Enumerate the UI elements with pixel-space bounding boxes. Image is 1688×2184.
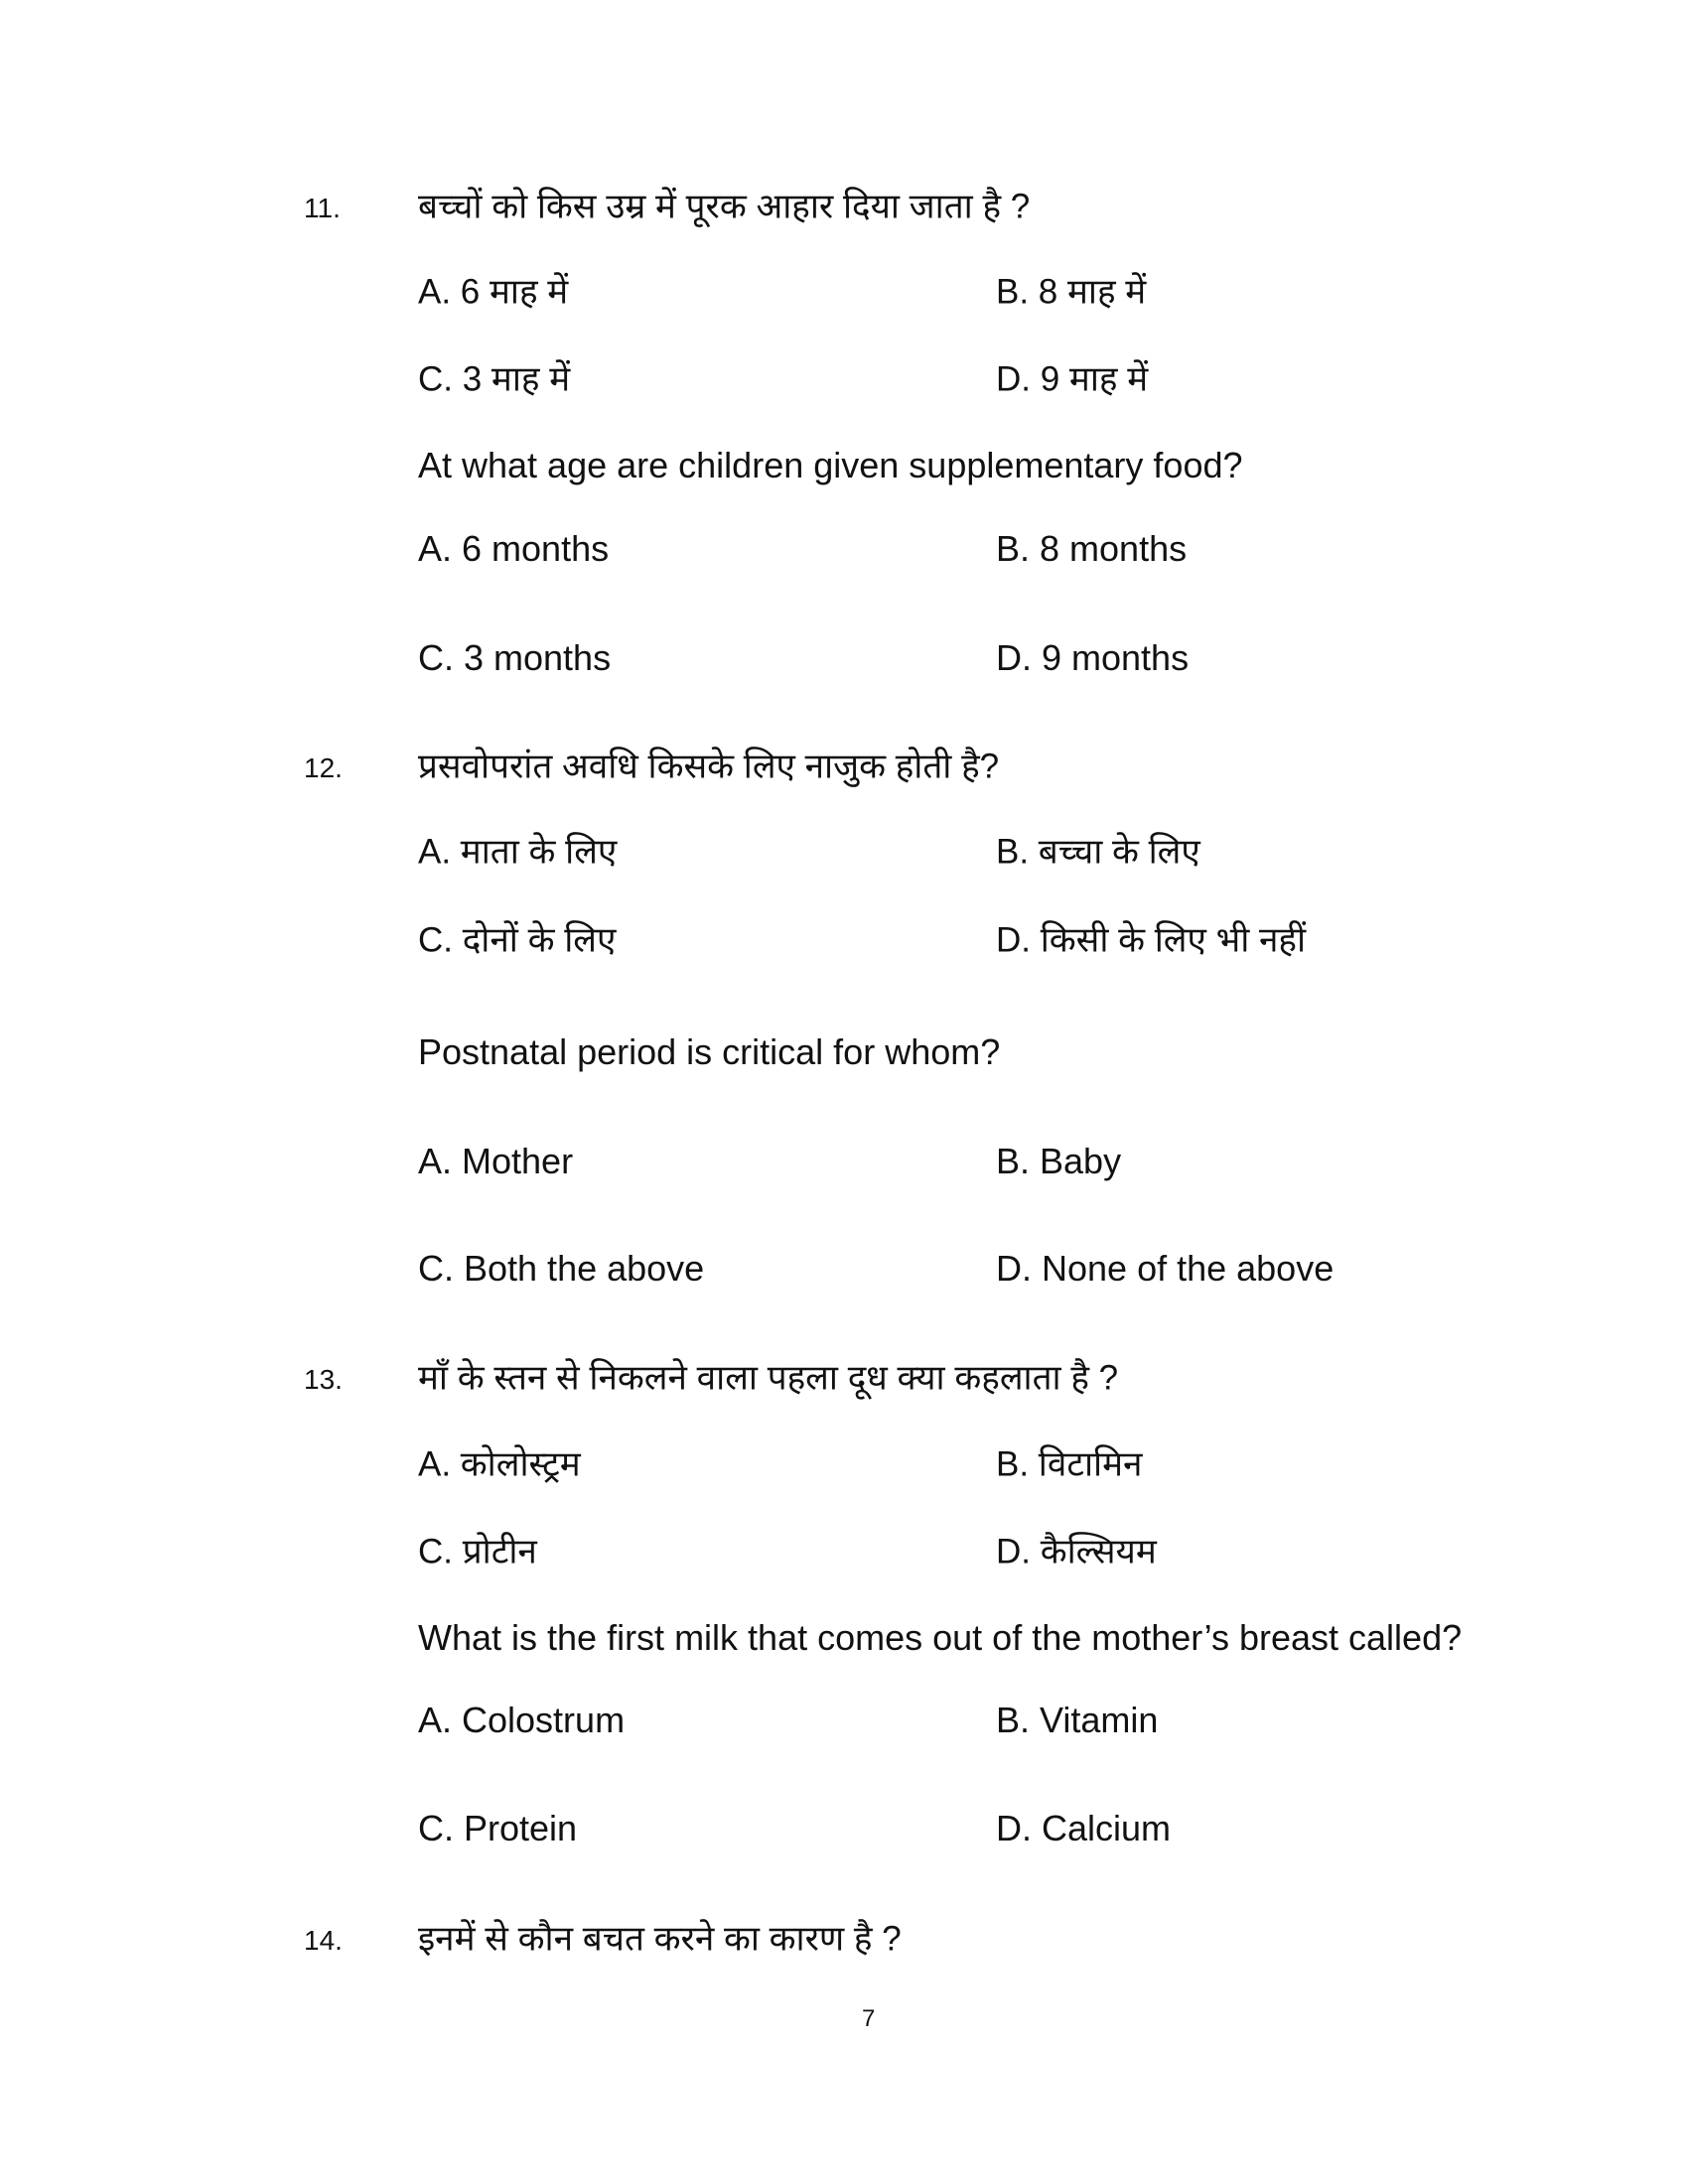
option-a-english: A. 6 months (418, 528, 610, 569)
question-number: 12. (304, 752, 343, 783)
option-d-hindi: D. कैल्सियम (996, 1532, 1157, 1571)
option-b-hindi: B. 8 माह में (996, 272, 1147, 312)
option-c-english: C. Both the above (418, 1248, 705, 1289)
option-d-hindi: D. 9 माह में (996, 359, 1149, 399)
question-text-hindi: बच्चों को किस उम्र में पूरक आहार दिया जाता है ? (418, 187, 1031, 226)
option-d-hindi: D. किसी के लिए भी नहीं (996, 920, 1307, 960)
option-b-english: B. Vitamin (996, 1700, 1159, 1740)
question-number: 14. (304, 1925, 343, 1956)
question-text-hindi: इनमें से कौन बचत करने का कारण है ? (418, 1919, 902, 1959)
option-a-hindi: A. कोलोस्ट्रम (418, 1444, 581, 1484)
option-b-hindi: B. बच्चा के लिए (996, 832, 1200, 872)
option-c-hindi: C. दोनों के लिए (418, 920, 617, 960)
question-number: 11. (304, 193, 341, 223)
option-a-english: A. Mother (418, 1141, 574, 1181)
option-a-english: A. Colostrum (418, 1700, 626, 1740)
question-text-english: Postnatal period is critical for whom? (418, 1031, 1001, 1072)
option-a-hindi: A. 6 माह में (418, 272, 569, 312)
question-text-english: At what age are children given supplementary food? (418, 445, 1243, 485)
option-a-hindi: A. माता के लिए (418, 832, 618, 872)
option-c-hindi: C. प्रोटीन (418, 1532, 537, 1571)
question-number: 13. (304, 1364, 343, 1395)
page-number: 7 (862, 2005, 876, 2032)
option-d-english: D. 9 months (996, 637, 1190, 678)
option-b-hindi: B. विटामिन (996, 1444, 1143, 1484)
option-c-english: C. 3 months (418, 637, 612, 678)
option-d-english: D. None of the above (996, 1248, 1335, 1289)
question-text-hindi: प्रसवोपरांत अवधि किसके लिए नाजुक होती है? (418, 747, 1000, 786)
option-b-english: B. 8 months (996, 528, 1188, 569)
option-d-english: D. Calcium (996, 1808, 1172, 1848)
option-c-hindi: C. 3 माह में (418, 359, 571, 399)
option-c-english: C. Protein (418, 1808, 578, 1848)
question-text-english: What is the first milk that comes out of the mother’s breast called? (418, 1617, 1463, 1658)
option-b-english: B. Baby (996, 1141, 1122, 1181)
question-text-hindi: माँ के स्तन से निकलने वाला पहला दूध क्या कहलाता है ? (418, 1358, 1119, 1398)
